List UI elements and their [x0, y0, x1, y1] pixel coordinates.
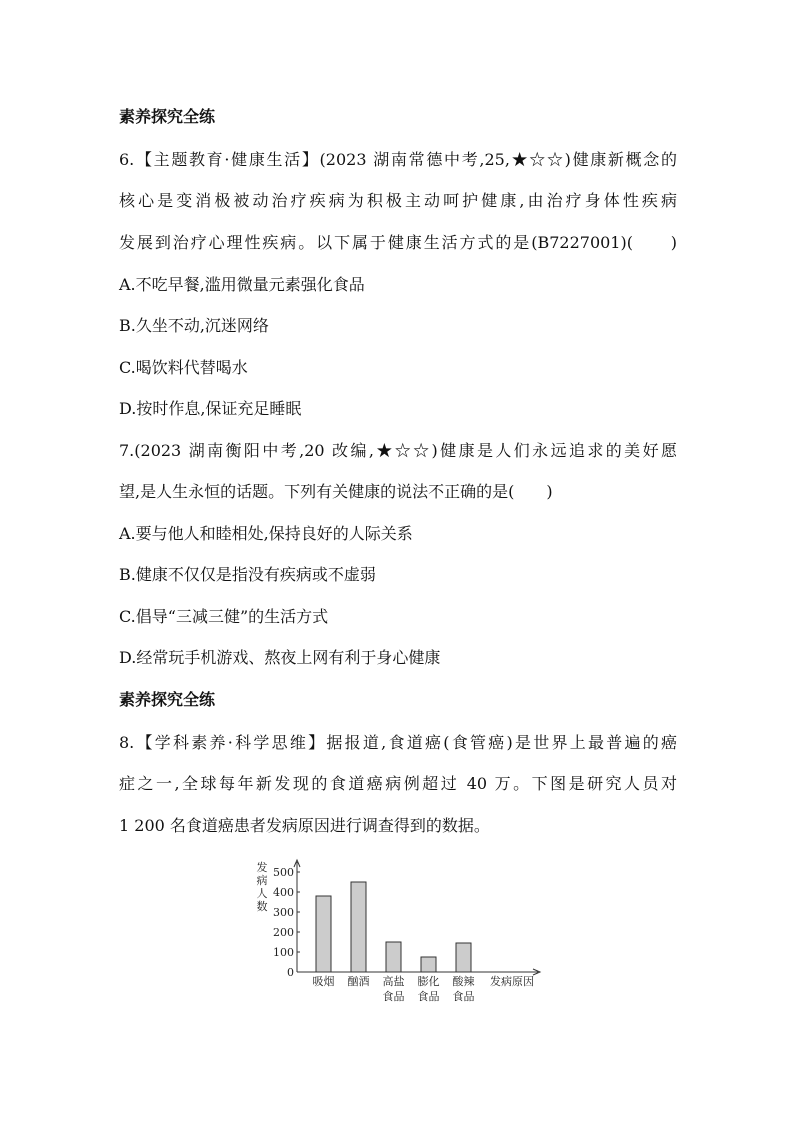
bar	[456, 943, 471, 972]
bar	[421, 957, 436, 972]
question-7-option-d: D.经常玩手机游戏、熬夜上网有利于身心健康	[119, 648, 441, 667]
y-axis-title-char: 人	[256, 887, 268, 900]
y-tick-label: 500	[273, 866, 294, 879]
question-8-line-1: 8.【学科素养·科学思维】据报道,食道癌(食管癌)是世界上最普遍的癌	[119, 733, 677, 752]
question-6-option-a: A.不吃早餐,滥用微量元素强化食品	[119, 275, 365, 294]
question-7-line-2: 望,是人生永恒的话题。下列有关健康的说法不正确的是( )	[119, 482, 553, 501]
y-tick-label: 300	[273, 906, 294, 919]
y-axis-title-char: 数	[256, 900, 268, 913]
bar	[351, 882, 366, 972]
x-tick-label: 酸辣	[452, 975, 475, 988]
question-8-line-2: 症之一,全球每年新发现的食道癌病例超过 40 万。下图是研究人员对	[119, 774, 677, 793]
y-tick-label: 0	[287, 966, 294, 979]
y-axis-title-char: 病	[256, 874, 268, 887]
question-6-line-2: 核心是变消极被动治疗疾病为积极主动呵护健康,由治疗身体性疾病	[119, 191, 677, 210]
question-6-line-3: 发展到治疗心理性疾病。以下属于健康生活方式的是(B7227001)( )	[119, 233, 677, 252]
y-axis-title-char: 发	[256, 861, 268, 874]
bar-chart	[250, 858, 550, 1008]
x-tick-label: 吸烟	[312, 975, 335, 988]
x-axis-title: 发病原因	[490, 975, 534, 988]
y-tick-label: 100	[273, 946, 294, 959]
question-7-option-a: A.要与他人和睦相处,保持良好的人际关系	[119, 524, 413, 543]
question-6-line-1: 6.【主题教育·健康生活】(2023 湖南常德中考,25,★☆☆)健康新概念的	[119, 150, 677, 169]
bar	[386, 942, 401, 972]
question-7-option-b: B.健康不仅仅是指没有疾病或不虚弱	[119, 565, 376, 584]
question-6-option-d: D.按时作息,保证充足睡眠	[119, 399, 302, 418]
y-tick-label: 200	[273, 926, 294, 939]
section-heading: 素养探究全练	[119, 107, 216, 126]
section-heading: 素养探究全练	[119, 690, 216, 709]
x-tick-label: 膨化	[417, 975, 440, 988]
x-tick-label: 酗酒	[347, 975, 370, 988]
question-8-line-3: 1 200 名食道癌患者发病原因进行调查得到的数据。	[119, 816, 490, 835]
y-tick-label: 400	[273, 886, 294, 899]
question-7-option-c: C.倡导“三减三健”的生活方式	[119, 607, 329, 626]
question-6-option-b: B.久坐不动,沉迷网络	[119, 316, 269, 335]
x-tick-label: 食品	[417, 990, 440, 1003]
bar	[316, 896, 331, 972]
question-7-line-1: 7.(2023 湖南衡阳中考,20 改编,★☆☆)健康是人们永远追求的美好愿	[119, 441, 677, 460]
x-tick-label: 高盐	[382, 975, 405, 988]
x-tick-label: 食品	[382, 990, 405, 1003]
x-tick-label: 食品	[452, 990, 475, 1003]
question-6-option-c: C.喝饮料代替喝水	[119, 358, 248, 377]
